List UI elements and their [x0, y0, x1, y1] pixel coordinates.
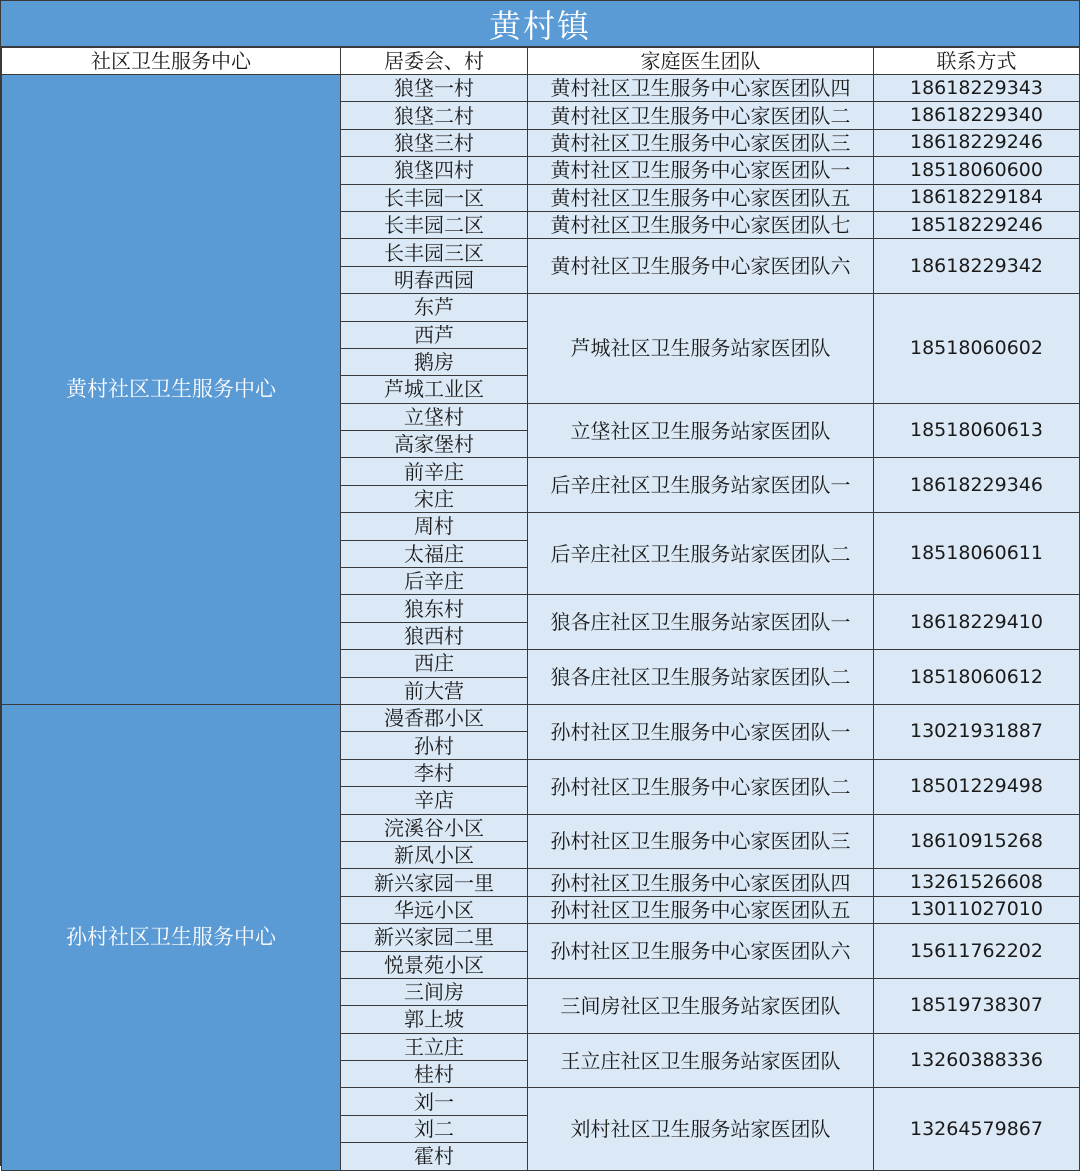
village-cell: 周村	[341, 513, 528, 540]
phone-cell: 15611762202	[874, 924, 1080, 979]
village-cell: 新兴家园二里	[341, 924, 528, 951]
center-name-cell: 孙村社区卫生服务中心	[2, 704, 341, 1170]
team-cell: 黄村社区卫生服务中心家医团队三	[528, 129, 874, 156]
team-cell: 芦城社区卫生服务站家医团队	[528, 294, 874, 404]
village-cell: 长丰园二区	[341, 211, 528, 238]
village-cell: 芦城工业区	[341, 376, 528, 403]
phone-cell: 13260388336	[874, 1033, 1080, 1088]
phone-cell: 18518060611	[874, 513, 1080, 595]
phone-cell: 18618229346	[874, 458, 1080, 513]
table-row	[2, 704, 1080, 731]
team-cell: 黄村社区卫生服务中心家医团队六	[528, 239, 874, 294]
phone-cell: 13264579867	[874, 1088, 1080, 1170]
team-cell: 狼各庄社区卫生服务站家医团队二	[528, 650, 874, 705]
phone-cell: 18518060612	[874, 650, 1080, 705]
village-cell: 孙村	[341, 732, 528, 759]
phone-cell: 18618229340	[874, 102, 1080, 129]
phone-cell: 18518060613	[874, 403, 1080, 458]
team-cell: 孙村社区卫生服务中心家医团队二	[528, 759, 874, 814]
village-cell: 长丰园一区	[341, 184, 528, 211]
team-cell: 立垡社区卫生服务站家医团队	[528, 403, 874, 458]
phone-cell: 18518229246	[874, 211, 1080, 238]
village-cell: 辛店	[341, 787, 528, 814]
phone-cell: 18518060602	[874, 294, 1080, 404]
phone-cell: 13261526608	[874, 869, 1080, 896]
team-cell: 孙村社区卫生服务中心家医团队三	[528, 814, 874, 869]
village-cell: 悦景苑小区	[341, 951, 528, 978]
phone-cell: 18618229246	[874, 129, 1080, 156]
village-cell: 太福庄	[341, 540, 528, 567]
team-cell: 黄村社区卫生服务中心家医团队二	[528, 102, 874, 129]
village-cell: 王立庄	[341, 1033, 528, 1060]
phone-cell: 18618229342	[874, 239, 1080, 294]
village-cell: 刘一	[341, 1088, 528, 1115]
team-cell: 王立庄社区卫生服务站家医团队	[528, 1033, 874, 1088]
table-body	[2, 75, 1080, 1171]
team-cell: 孙村社区卫生服务中心家医团队六	[528, 924, 874, 979]
header-village: 居委会、村	[341, 48, 528, 75]
village-cell: 狼垡三村	[341, 129, 528, 156]
team-cell: 孙村社区卫生服务中心家医团队五	[528, 896, 874, 923]
doctor-team-table	[1, 47, 1080, 1171]
team-cell: 黄村社区卫生服务中心家医团队四	[528, 75, 874, 102]
village-cell: 狼西村	[341, 622, 528, 649]
village-cell: 桂村	[341, 1061, 528, 1088]
team-cell: 刘村社区卫生服务站家医团队	[528, 1088, 874, 1170]
village-cell: 漫香郡小区	[341, 704, 528, 731]
village-cell: 刘二	[341, 1115, 528, 1142]
header-team: 家庭医生团队	[528, 48, 874, 75]
page-title: 黄村镇	[1, 1, 1079, 47]
phone-cell: 18618229410	[874, 595, 1080, 650]
village-cell: 明春西园	[341, 266, 528, 293]
village-cell: 新兴家园一里	[341, 869, 528, 896]
village-cell: 高家堡村	[341, 431, 528, 458]
village-cell: 鹅房	[341, 348, 528, 375]
phone-cell: 18501229498	[874, 759, 1080, 814]
village-cell: 前大营	[341, 677, 528, 704]
village-cell: 三间房	[341, 978, 528, 1005]
village-cell: 华远小区	[341, 896, 528, 923]
center-name-cell: 黄村社区卫生服务中心	[2, 75, 341, 705]
team-cell: 黄村社区卫生服务中心家医团队五	[528, 184, 874, 211]
village-cell: 西庄	[341, 650, 528, 677]
table-header-row	[2, 48, 1080, 75]
phone-cell: 18618229184	[874, 184, 1080, 211]
phone-cell: 18618229343	[874, 75, 1080, 102]
village-cell: 狼垡一村	[341, 75, 528, 102]
village-cell: 狼垡四村	[341, 157, 528, 184]
team-cell: 后辛庄社区卫生服务站家医团队一	[528, 458, 874, 513]
village-cell: 后辛庄	[341, 568, 528, 595]
village-cell: 狼垡二村	[341, 102, 528, 129]
village-cell: 宋庄	[341, 485, 528, 512]
village-cell: 新凤小区	[341, 841, 528, 868]
village-cell: 狼东村	[341, 595, 528, 622]
village-cell: 长丰园三区	[341, 239, 528, 266]
village-cell: 浣溪谷小区	[341, 814, 528, 841]
team-cell: 孙村社区卫生服务中心家医团队四	[528, 869, 874, 896]
table-row	[2, 75, 1080, 102]
team-cell: 后辛庄社区卫生服务站家医团队二	[528, 513, 874, 595]
village-cell: 霍村	[341, 1143, 528, 1170]
phone-cell: 18610915268	[874, 814, 1080, 869]
team-cell: 三间房社区卫生服务站家医团队	[528, 978, 874, 1033]
village-cell: 西芦	[341, 321, 528, 348]
village-cell: 前辛庄	[341, 458, 528, 485]
header-phone: 联系方式	[874, 48, 1080, 75]
team-cell: 孙村社区卫生服务中心家医团队一	[528, 704, 874, 759]
phone-cell: 18518060600	[874, 157, 1080, 184]
team-cell: 狼各庄社区卫生服务站家医团队一	[528, 595, 874, 650]
phone-cell: 13011027010	[874, 896, 1080, 923]
village-cell: 立垡村	[341, 403, 528, 430]
village-cell: 李村	[341, 759, 528, 786]
village-cell: 郭上坡	[341, 1006, 528, 1033]
phone-cell: 18519738307	[874, 978, 1080, 1033]
village-cell: 东芦	[341, 294, 528, 321]
team-cell: 黄村社区卫生服务中心家医团队一	[528, 157, 874, 184]
phone-cell: 13021931887	[874, 704, 1080, 759]
team-cell: 黄村社区卫生服务中心家医团队七	[528, 211, 874, 238]
header-center: 社区卫生服务中心	[2, 48, 341, 75]
